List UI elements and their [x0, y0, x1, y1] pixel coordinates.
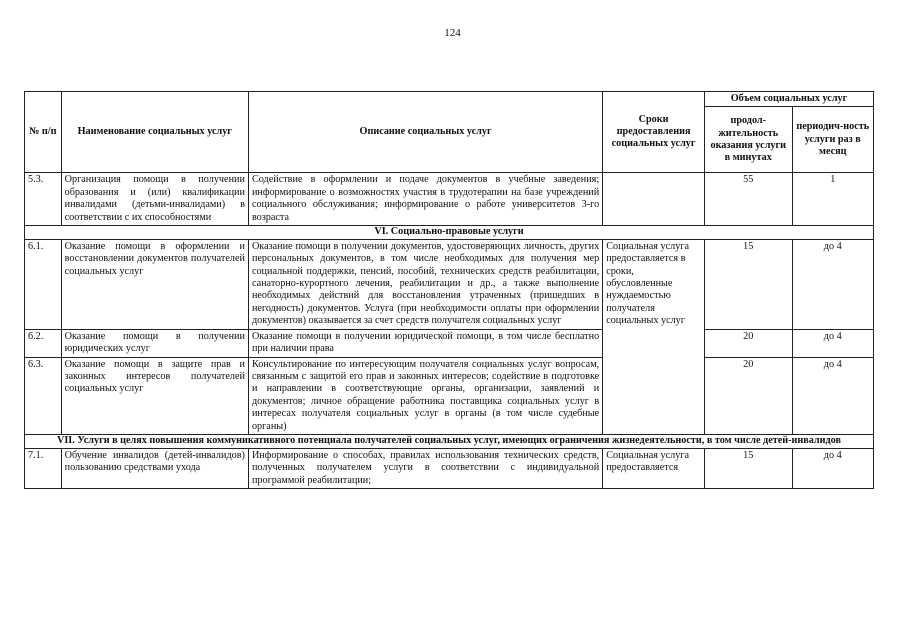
row-desc: Информирование о способах, правилах использования технических средств, полученных получателем услуги в соответствии с индивидуальной программой реабилитации;	[248, 448, 602, 488]
table-row	[25, 357, 874, 435]
row-term: Социальная услуга предоставляется	[603, 448, 705, 488]
header-desc: Описание социальных услуг	[248, 92, 602, 173]
row-duration: 20	[704, 357, 792, 435]
row-name: Организация помощи в получении образования и (или) квалификации инвалидами (детьми-инвалидами) в соответствии с их способностями	[61, 173, 248, 226]
row-num: 7.1.	[25, 448, 62, 488]
table-row	[25, 329, 874, 357]
page-number: 124	[444, 27, 461, 39]
row-name: Оказание помощи в оформлении и восстановлении документов получателей социальных услуг	[61, 239, 248, 329]
row-duration: 55	[704, 173, 792, 226]
table-row	[25, 239, 874, 329]
row-desc: Оказание помощи в получении документов, удостоверяющих личность, других персональных документов, в том числе необходимых для получения мер социальной поддержки, пенсий, пособий, технических средств реабилитации, санаторно-курортного лечения, реабилитации и др., а также выполнение необходимых действий для восстановления утраченных (пришедших в негодность) документов. Услуга (при необходимости оплаты при оформлении документов) оказывается за счет средств получателя социальных услуг	[248, 239, 602, 329]
table-row	[25, 448, 874, 488]
row-duration: 20	[704, 329, 792, 357]
row-desc: Оказание помощи в получении юридической помощи, в том числе бесплатно при наличии права	[248, 329, 602, 357]
row-duration: 15	[704, 239, 792, 329]
header-duration: продол-жительность оказания услуги в минутах	[704, 107, 792, 173]
row-periodicity: 1	[792, 173, 873, 226]
header-volume: Объем социальных услуг	[704, 92, 873, 107]
row-num: 5.3.	[25, 173, 62, 226]
section-title: VI. Социально-правовые услуги	[25, 226, 874, 239]
header-num: № п/п	[25, 92, 62, 173]
row-num: 6.1.	[25, 239, 62, 329]
row-periodicity: до 4	[792, 329, 873, 357]
row-term: Социальная услуга предоставляется в сроки, обусловленные нуждаемостью получателя социальных услуг	[603, 239, 705, 435]
section-row	[25, 226, 874, 239]
row-periodicity: до 4	[792, 357, 873, 435]
row-num: 6.3.	[25, 357, 62, 435]
row-name: Оказание помощи в получении юридических услуг	[61, 329, 248, 357]
section-title: VII. Услуги в целях повышения коммуникативного потенциала получателей социальных услуг, имеющих ограничения жизнедеятельности, в том числе детей-инвалидов	[25, 435, 874, 448]
table-row	[25, 173, 874, 226]
row-name: Оказание помощи в защите прав и законных интересов получателей социальных услуг	[61, 357, 248, 435]
row-duration: 15	[704, 448, 792, 488]
header-term: Сроки предоставления социальных услуг	[603, 92, 705, 173]
row-desc: Консультирование по интересующим получателя социальных услуг вопросам, связанным с защитой его прав и законных интересов; содействие в подготовке и направлении в соответствующие органы, организации, заявлений и документов; личное обращение работника поставщика социальных услуг в интересах получателя социальных услуг в органы (в том числе судебные органы)	[248, 357, 602, 435]
header-periodicity: периодич-ность услуги раз в месяц	[792, 107, 873, 173]
header-name: Наименование социальных услуг	[61, 92, 248, 173]
row-desc: Содействие в оформлении и подаче документов в учебные заведения; информирование о возможностях участия в трудотерапии на базе учреждений социального обслуживания; информирование о работе университетов 3-го возраста	[248, 173, 602, 226]
services-table	[24, 91, 874, 489]
row-num: 6.2.	[25, 329, 62, 357]
row-name: Обучение инвалидов (детей-инвалидов) пользованию средствами ухода	[61, 448, 248, 488]
row-periodicity: до 4	[792, 448, 873, 488]
section-row	[25, 435, 874, 448]
row-term	[603, 173, 705, 226]
row-periodicity: до 4	[792, 239, 873, 329]
